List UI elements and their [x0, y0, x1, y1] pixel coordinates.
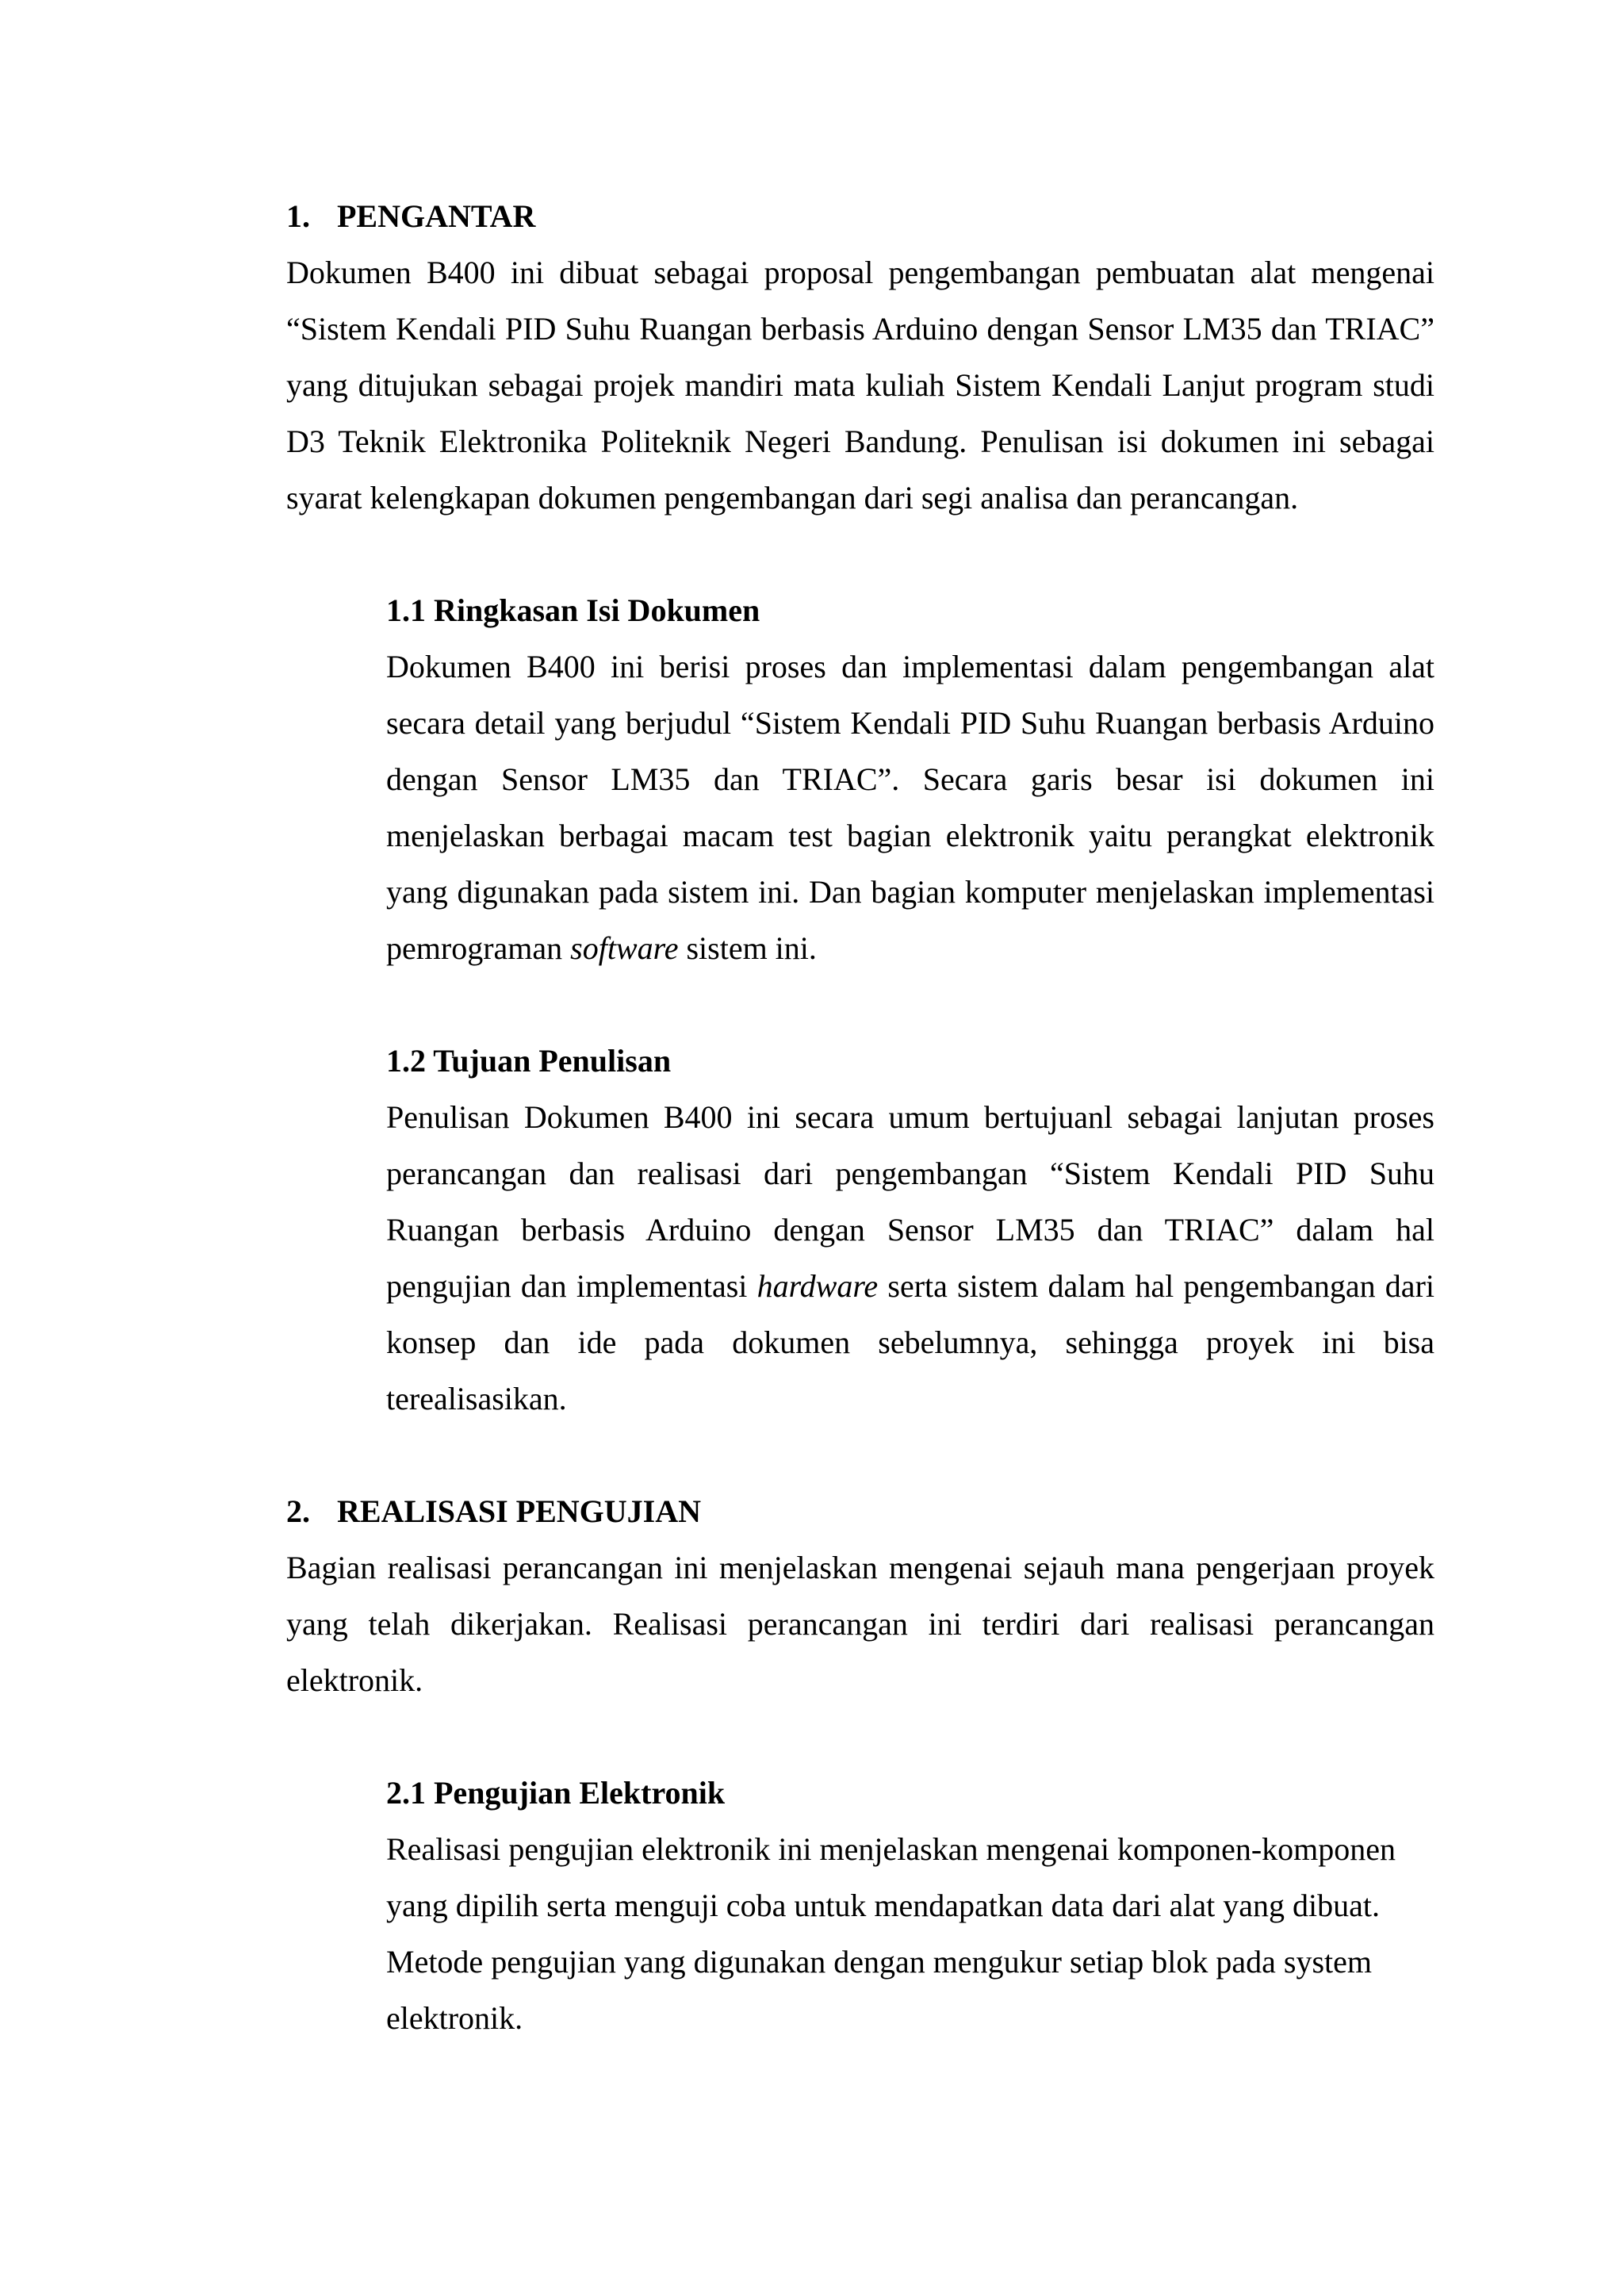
section-number: 1.: [286, 198, 310, 234]
section-paragraph-pengantar: Dokumen B400 ini dibuat sebagai proposal pengembangan pembuatan alat mengenai “Sistem Kendali PID Suhu Ruangan berbasis Arduino dengan Sensor LM35 dan TRIAC” yang ditujukan sebagai projek mandiri mata kuliah Sistem Kendali Lanjut program studi D3 Teknik Elektronika Politeknik Negeri Bandung. Penulisan isi dokumen ini sebagai syarat kelengkapan dokumen pengembangan dari segi analisa dan perancangan.: [286, 255, 1434, 516]
section-paragraph-realisasi: Bagian realisasi perancangan ini menjelaskan mengenai sejauh mana pengerjaan proyek yang telah dikerjakan. Realisasi perancangan ini terdiri dari realisasi perancangan elektronik.: [286, 1550, 1434, 1698]
subsection-line: yang dipilih serta menguji coba untuk mendapatkan data dari alat yang dibuat.: [386, 1888, 1380, 1923]
subsection-ringkasan: [386, 582, 1434, 976]
section-title: REALISASI PENGUJIAN: [337, 1493, 701, 1529]
section-number: 2.: [286, 1493, 310, 1529]
subsection-line: Realisasi pengujian elektronik ini menjelaskan mengenai komponen-komponen: [386, 1831, 1396, 1867]
italic-term: hardware: [756, 1268, 879, 1304]
section-heading-realisasi: [286, 1483, 1434, 1539]
section-title: PENGANTAR: [337, 198, 536, 234]
subsection-paragraph: Penulisan Dokumen B400 ini secara umum bertujuanl sebagai lanjutan proses perancangan dan realisasi dari pengembangan “Sistem Kendali PID Suhu Ruangan berbasis Arduino dengan Sensor LM35 dan TRIAC” dalam hal pengujian dan implementasi hardware serta sistem dalam hal pengembangan dari konsep dan ide pada dokumen sebelumnya, sehingga proyek ini bisa terealisasikan.: [386, 1099, 1434, 1416]
subsection-line: Metode pengujian yang digunakan dengan mengukur setiap blok pada system: [386, 1944, 1373, 1980]
subsection-tujuan: [386, 1033, 1434, 1427]
subsection-pengujian-elektronik: [386, 1765, 1434, 2046]
document-content: [286, 188, 1434, 2046]
subsection-paragraph: Dokumen B400 ini berisi proses dan implementasi dalam pengembangan alat secara detail yang berjudul “Sistem Kendali PID Suhu Ruangan berbasis Arduino dengan Sensor LM35 dan TRIAC”. Secara garis besar isi dokumen ini menjelaskan berbagai macam test bagian elektronik yaitu perangkat elektronik yang digunakan pada sistem ini. Dan bagian komputer menjelaskan implementasi pemrograman software sistem ini.: [386, 649, 1434, 966]
subsection-line: elektronik.: [386, 2000, 523, 2036]
subsection-title: 1.2 Tujuan Penulisan: [386, 1043, 672, 1079]
italic-term: software: [570, 930, 679, 966]
subsection-title: 1.1 Ringkasan Isi Dokumen: [386, 592, 760, 628]
subsection-title: 2.1 Pengujian Elektronik: [386, 1775, 726, 1811]
section-heading-pengantar: [286, 188, 1434, 244]
